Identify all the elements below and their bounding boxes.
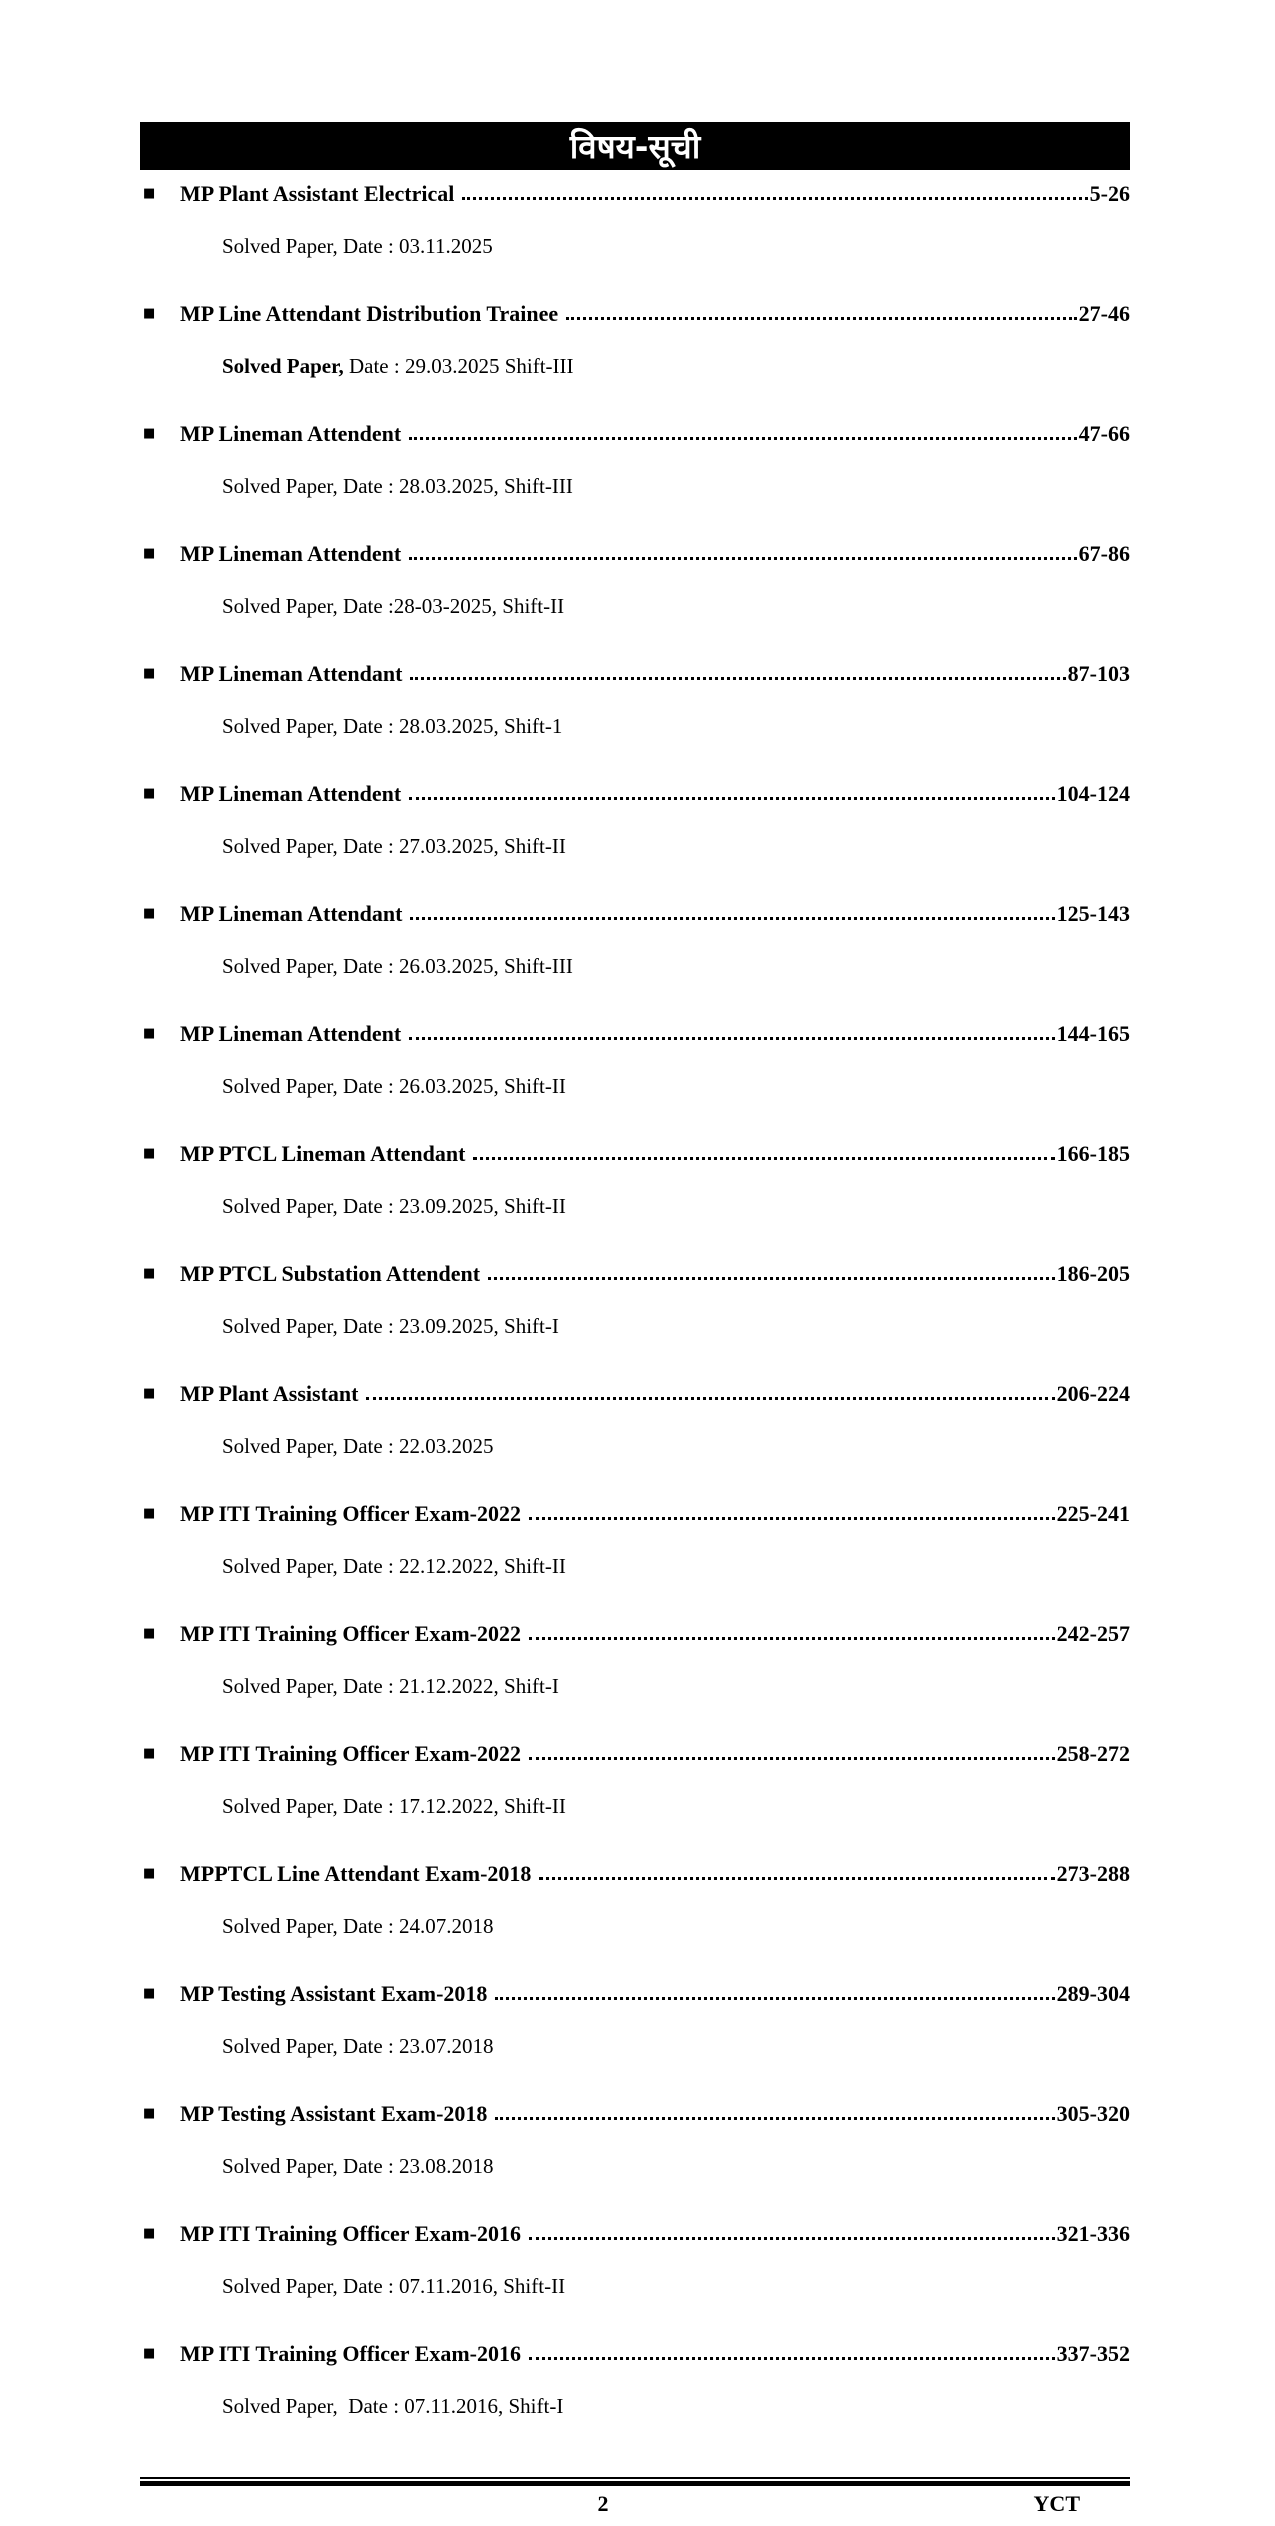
toc-entry-body (180, 181, 1130, 285)
toc-entry-detail (180, 1407, 1130, 1485)
square-bullet-icon: ■ (143, 1266, 156, 1281)
toc-entry-title-line (180, 1261, 1130, 1287)
toc-entry-title: MP PTCL Lineman Attendant (180, 1141, 466, 1166)
toc-entry-detail (180, 927, 1130, 1005)
dot-leader (410, 661, 1065, 680)
toc-entry-title: MP Lineman Attendent (180, 541, 402, 566)
toc-entry-detail-rest: Solved Paper, Date : 23.08.2018 (222, 2154, 494, 2178)
toc-entry-detail (180, 2367, 1130, 2445)
toc-entry-page-range: 305-320 (1056, 2101, 1130, 2126)
toc-entry-page-range: 242-257 (1056, 1621, 1130, 1646)
footer-row (140, 2486, 1130, 2526)
dot-leader (495, 1981, 1054, 2000)
square-bullet-icon: ■ (143, 1746, 156, 1761)
toc-entry (140, 2341, 1130, 2445)
dot-leader (495, 2101, 1054, 2120)
toc-entry-detail (180, 807, 1130, 885)
toc-entry-detail-rest: Solved Paper, Date : 26.03.2025, Shift-II (222, 1074, 566, 1098)
toc-entry-page-range: 104-124 (1056, 781, 1130, 806)
toc-entry-title-line (180, 2101, 1130, 2127)
toc-entry (140, 1861, 1130, 1965)
toc-entry-detail (180, 327, 1130, 405)
toc-entry-detail (180, 447, 1130, 525)
toc-entry-page-range: 289-304 (1056, 1981, 1130, 2006)
toc-list (140, 181, 1130, 2445)
dot-leader (409, 421, 1076, 440)
toc-entry-body (180, 1501, 1130, 1605)
square-bullet-icon: ■ (143, 2226, 156, 2241)
toc-entry-detail (180, 1047, 1130, 1125)
toc-entry-title-line (180, 421, 1130, 447)
toc-entry-body (180, 1381, 1130, 1485)
toc-entry (140, 1501, 1130, 1605)
toc-entry-title-line (180, 1501, 1130, 1527)
toc-entry (140, 1741, 1130, 1845)
toc-entry-detail-rest: Solved Paper, Date : 28.03.2025, Shift-III (222, 474, 573, 498)
toc-entry-page-range: 27-46 (1078, 301, 1130, 326)
toc-entry-detail (180, 1887, 1130, 1965)
square-bullet-icon: ■ (143, 666, 156, 681)
toc-entry (140, 541, 1130, 645)
toc-entry-detail (180, 1527, 1130, 1605)
toc-entry-title: MP Line Attendant Distribution Trainee (180, 301, 559, 326)
toc-entry-title-line (180, 661, 1130, 687)
toc-entry-page-range: 337-352 (1056, 2341, 1130, 2366)
toc-entry-title: MP Lineman Attendant (180, 661, 403, 686)
dot-leader (529, 1621, 1055, 1640)
toc-entry-detail-rest: Solved Paper, Date : 21.12.2022, Shift-I (222, 1674, 559, 1698)
toc-entry-title-line (180, 2221, 1130, 2247)
toc-entry (140, 301, 1130, 405)
page-number: 2 (597, 2491, 609, 2516)
toc-entry-detail-bold: Solved Paper, (222, 354, 344, 378)
toc-entry-title-line (180, 1621, 1130, 1647)
dot-leader (529, 1501, 1055, 1520)
toc-entry (140, 1381, 1130, 1485)
toc-entry-detail-rest: Solved Paper, Date : 23.09.2025, Shift-I (222, 1314, 559, 1338)
toc-entry-title-line (180, 541, 1130, 567)
toc-entry-body (180, 781, 1130, 885)
square-bullet-icon: ■ (143, 546, 156, 561)
toc-entry-page-range: 206-224 (1056, 1381, 1130, 1406)
toc-entry-body (180, 1741, 1130, 1845)
toc-entry-title: MP Lineman Attendant (180, 901, 403, 926)
square-bullet-icon: ■ (143, 1026, 156, 1041)
toc-entry-detail-rest: Solved Paper, Date : 23.07.2018 (222, 2034, 494, 2058)
square-bullet-icon: ■ (143, 2346, 156, 2361)
toc-entry-detail-rest: Solved Paper, Date : 26.03.2025, Shift-III (222, 954, 573, 978)
toc-entry-title-line (180, 1861, 1130, 1887)
toc-entry-detail-rest: Solved Paper, Date : 28.03.2025, Shift-1 (222, 714, 563, 738)
square-bullet-icon: ■ (143, 426, 156, 441)
toc-entry-detail-rest: Solved Paper, Date : 22.12.2022, Shift-II (222, 1554, 566, 1578)
page-content (140, 122, 1130, 2526)
toc-entry-title-line (180, 1981, 1130, 2007)
dot-leader (473, 1141, 1054, 1160)
square-bullet-icon: ■ (143, 306, 156, 321)
toc-entry-page-range: 47-66 (1078, 421, 1130, 446)
toc-entry-title-line (180, 1381, 1130, 1407)
toc-entry-body (180, 2221, 1130, 2325)
toc-entry-detail (180, 2127, 1130, 2205)
dot-leader (409, 1021, 1054, 1040)
toc-entry-title-line (180, 781, 1130, 807)
toc-entry-body (180, 1021, 1130, 1125)
toc-entry-title: MPPTCL Line Attendant Exam-2018 (180, 1861, 532, 1886)
toc-entry-body (180, 2101, 1130, 2205)
toc-entry-title-line (180, 2341, 1130, 2367)
toc-entry-page-range: 67-86 (1078, 541, 1130, 566)
toc-entry-detail (180, 1167, 1130, 1245)
dot-leader (410, 901, 1054, 920)
dot-leader (366, 1381, 1054, 1400)
toc-entry-title-line (180, 1141, 1130, 1167)
toc-entry-body (180, 301, 1130, 405)
toc-entry-title: MP Lineman Attendent (180, 781, 402, 806)
toc-entry (140, 2101, 1130, 2205)
toc-entry-detail (180, 687, 1130, 765)
toc-entry (140, 1621, 1130, 1725)
toc-entry-title-line (180, 301, 1130, 327)
toc-entry-title: MP PTCL Substation Attendent (180, 1261, 481, 1286)
toc-entry-detail-rest: Date : 29.03.2025 Shift-III (343, 354, 574, 378)
header-bar (140, 122, 1130, 170)
dot-leader (488, 1261, 1055, 1280)
toc-entry-title: MP ITI Training Officer Exam-2016 (180, 2341, 521, 2366)
toc-entry (140, 781, 1130, 885)
toc-entry-body (180, 1141, 1130, 1245)
toc-entry-title-line (180, 181, 1130, 207)
toc-entry-page-range: 166-185 (1056, 1141, 1130, 1166)
toc-entry-title: MP ITI Training Officer Exam-2022 (180, 1501, 521, 1526)
dot-leader (462, 181, 1087, 200)
toc-entry-title: MP ITI Training Officer Exam-2022 (180, 1621, 521, 1646)
toc-entry-title: MP ITI Training Officer Exam-2016 (180, 2221, 521, 2246)
toc-entry-page-range: 186-205 (1056, 1261, 1130, 1286)
dot-leader (409, 541, 1076, 560)
toc-entry-page-range: 321-336 (1056, 2221, 1130, 2246)
toc-entry (140, 1141, 1130, 1245)
toc-entry-page-range: 144-165 (1056, 1021, 1130, 1046)
dot-leader (529, 2221, 1055, 2240)
toc-entry-detail-rest: Solved Paper, Date : 23.09.2025, Shift-II (222, 1194, 566, 1218)
toc-entry-page-range: 225-241 (1056, 1501, 1130, 1526)
brand-label: YCT (1033, 2491, 1080, 2516)
dot-leader (539, 1861, 1054, 1880)
toc-entry-page-range: 258-272 (1056, 1741, 1130, 1766)
square-bullet-icon: ■ (143, 1626, 156, 1641)
toc-entry-title: MP ITI Training Officer Exam-2022 (180, 1741, 521, 1766)
toc-entry (140, 1021, 1130, 1125)
toc-entry-detail-rest: Solved Paper, Date : 24.07.2018 (222, 1914, 494, 1938)
toc-entry (140, 2221, 1130, 2325)
toc-entry-detail (180, 1767, 1130, 1845)
square-bullet-icon: ■ (143, 1866, 156, 1881)
toc-entry-body (180, 1981, 1130, 2085)
toc-entry (140, 1981, 1130, 2085)
toc-entry-detail (180, 1647, 1130, 1725)
toc-entry-detail-rest: Solved Paper, Date : 22.03.2025 (222, 1434, 494, 1458)
toc-entry-page-range: 273-288 (1056, 1861, 1130, 1886)
square-bullet-icon: ■ (143, 1986, 156, 2001)
toc-entry-title: MP Lineman Attendent (180, 1021, 402, 1046)
square-bullet-icon: ■ (143, 1146, 156, 1161)
toc-entry-detail (180, 567, 1130, 645)
toc-entry-title-line (180, 1021, 1130, 1047)
toc-entry (140, 1261, 1130, 1365)
toc-entry-detail-rest: Solved Paper, Date : 27.03.2025, Shift-II (222, 834, 566, 858)
toc-entry-body (180, 901, 1130, 1005)
square-bullet-icon: ■ (143, 2106, 156, 2121)
toc-entry-title-line (180, 1741, 1130, 1767)
toc-entry-page-range: 125-143 (1056, 901, 1130, 926)
toc-entry-title: MP Plant Assistant (180, 1381, 359, 1406)
toc-entry-body (180, 421, 1130, 525)
dot-leader (529, 2341, 1055, 2360)
toc-entry-title: MP Testing Assistant Exam-2018 (180, 2101, 488, 2126)
toc-entry-detail (180, 2007, 1130, 2085)
square-bullet-icon: ■ (143, 186, 156, 201)
toc-entry-title: MP Plant Assistant Electrical (180, 181, 455, 206)
toc-entry-detail-rest: Solved Paper, Date : 07.11.2016, Shift-I (222, 2394, 564, 2418)
toc-entry (140, 901, 1130, 1005)
toc-entry-detail (180, 1287, 1130, 1365)
toc-entry-page-range: 5-26 (1089, 181, 1130, 206)
toc-entry-page-range: 87-103 (1067, 661, 1130, 686)
toc-entry-body (180, 1261, 1130, 1365)
toc-entry-body (180, 541, 1130, 645)
square-bullet-icon: ■ (143, 906, 156, 921)
toc-entry-body (180, 2341, 1130, 2445)
toc-entry (140, 661, 1130, 765)
dot-leader (409, 781, 1054, 800)
toc-entry-title: MP Testing Assistant Exam-2018 (180, 1981, 488, 2006)
dot-leader (529, 1741, 1055, 1760)
toc-entry-body (180, 1861, 1130, 1965)
page-title: विषय-सूची (569, 126, 701, 166)
toc-entry-title-line (180, 901, 1130, 927)
toc-entry-detail-rest: Solved Paper, Date : 07.11.2016, Shift-II (222, 2274, 566, 2298)
toc-entry-detail-rest: Solved Paper, Date :28-03-2025, Shift-II (222, 594, 565, 618)
toc-entry-title: MP Lineman Attendent (180, 421, 402, 446)
square-bullet-icon: ■ (143, 1506, 156, 1521)
square-bullet-icon: ■ (143, 786, 156, 801)
toc-entry (140, 421, 1130, 525)
toc-entry-body (180, 661, 1130, 765)
toc-entry-detail-rest: Solved Paper, Date : 17.12.2022, Shift-II (222, 1794, 566, 1818)
toc-entry-detail (180, 207, 1130, 285)
toc-entry (140, 181, 1130, 285)
toc-entry-detail-rest: Solved Paper, Date : 03.11.2025 (222, 234, 493, 258)
toc-entry-body (180, 1621, 1130, 1725)
toc-entry-detail (180, 2247, 1130, 2325)
footer-rule (140, 2477, 1130, 2486)
dot-leader (566, 301, 1077, 320)
square-bullet-icon: ■ (143, 1386, 156, 1401)
